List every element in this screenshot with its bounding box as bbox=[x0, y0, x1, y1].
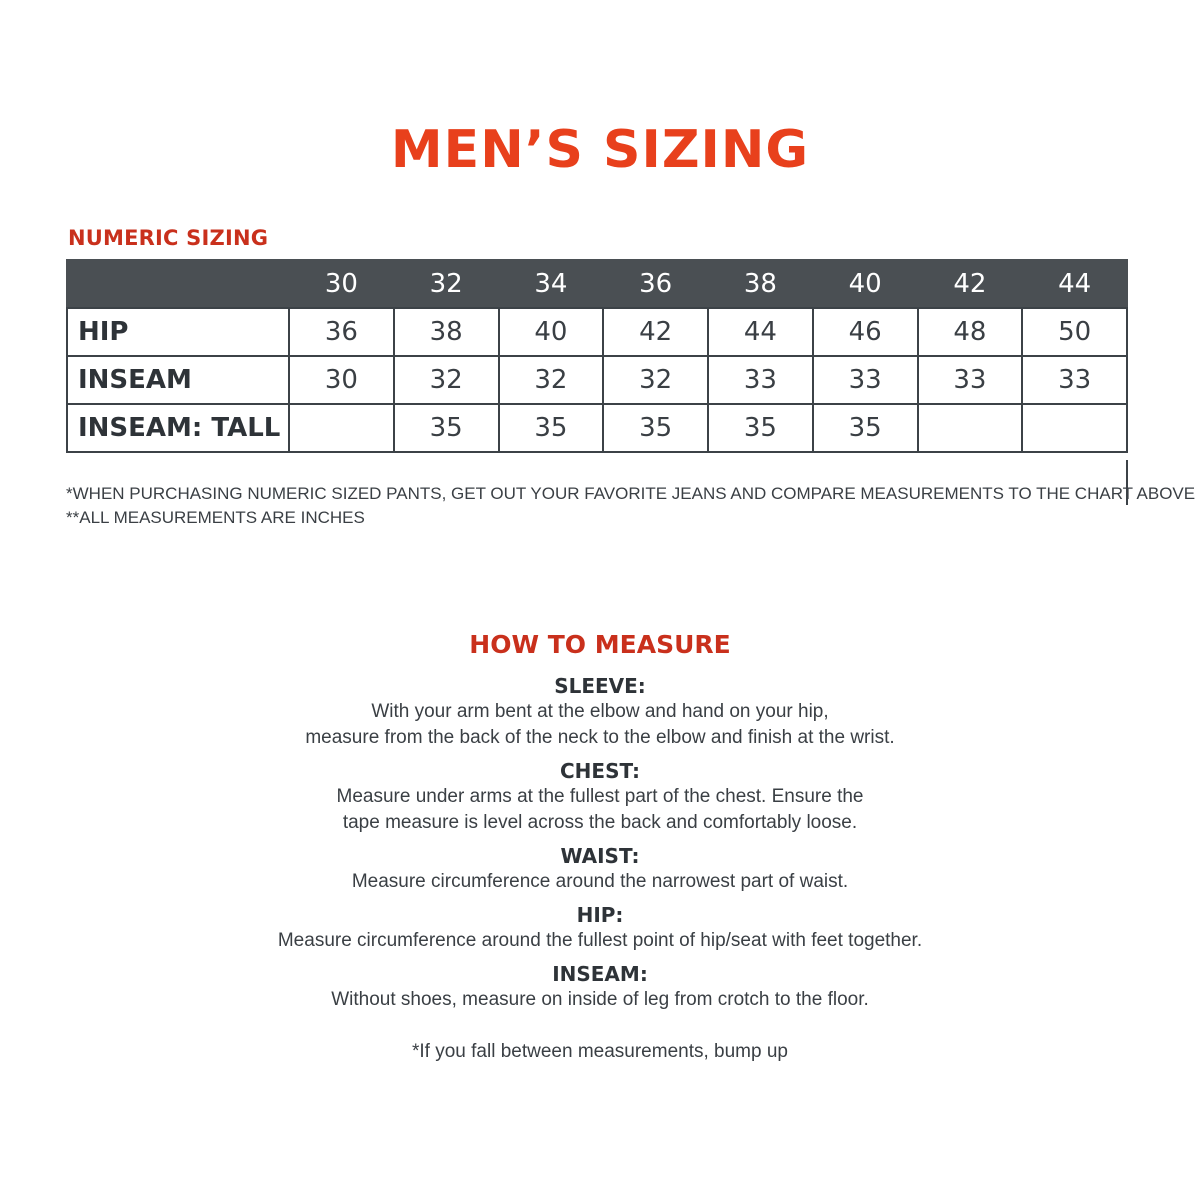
measure-item-text: Without shoes, measure on inside of leg from crotch to the floor. bbox=[331, 989, 869, 1010]
size-header-row bbox=[67, 260, 1127, 308]
size-header-cell: 34 bbox=[499, 260, 604, 308]
row-label: HIP bbox=[67, 308, 289, 356]
table-cell bbox=[289, 404, 394, 452]
table-row-inseam-tall bbox=[67, 404, 1127, 452]
sizing-notes bbox=[66, 482, 1196, 530]
measure-item-sleeve bbox=[0, 674, 1200, 751]
numeric-sizing-table bbox=[66, 259, 1128, 453]
size-header-cell: 36 bbox=[603, 260, 708, 308]
table-cell: 46 bbox=[813, 308, 918, 356]
row-label: INSEAM: TALL bbox=[67, 404, 289, 452]
size-header-cell: 42 bbox=[918, 260, 1023, 308]
table-cell: 35 bbox=[708, 404, 813, 452]
table-cell: 35 bbox=[394, 404, 499, 452]
size-header-cell: 32 bbox=[394, 260, 499, 308]
measure-item-title: HIP: bbox=[576, 903, 624, 927]
measure-item-text: measure from the back of the neck to the elbow and finish at the wrist. bbox=[305, 727, 895, 748]
measure-item-hip bbox=[0, 903, 1200, 954]
measure-item-title: SLEEVE: bbox=[554, 674, 646, 698]
how-to-measure-heading: HOW TO MEASURE bbox=[469, 630, 731, 659]
size-header-cell: 30 bbox=[289, 260, 394, 308]
measure-item-title: CHEST: bbox=[559, 759, 641, 783]
table-cell bbox=[1022, 404, 1127, 452]
table-cell: 35 bbox=[499, 404, 604, 452]
table-row-hip bbox=[67, 308, 1127, 356]
table-cell: 33 bbox=[918, 356, 1023, 404]
measure-item-waist bbox=[0, 844, 1200, 895]
measure-footnote: *If you fall between measurements, bump up bbox=[412, 1041, 788, 1062]
table-cell: 38 bbox=[394, 308, 499, 356]
table-cell: 40 bbox=[499, 308, 604, 356]
size-header-cell: 40 bbox=[813, 260, 918, 308]
measure-item-text: With your arm bent at the elbow and hand on your hip, bbox=[371, 701, 829, 722]
table-cell: 50 bbox=[1022, 308, 1127, 356]
measure-item-title: WAIST: bbox=[560, 844, 640, 868]
table-cell: 32 bbox=[603, 356, 708, 404]
table-cell: 35 bbox=[603, 404, 708, 452]
table-cell bbox=[918, 404, 1023, 452]
page-title: MEN’S SIZING bbox=[390, 120, 810, 180]
sizing-note: **ALL MEASUREMENTS ARE INCHES bbox=[66, 508, 365, 527]
table-cell: 33 bbox=[813, 356, 918, 404]
measure-item-text: Measure under arms at the fullest part of the chest. Ensure the bbox=[336, 786, 864, 807]
header-corner-cell bbox=[67, 260, 289, 308]
size-header-cell: 44 bbox=[1022, 260, 1127, 308]
table-cell: 33 bbox=[1022, 356, 1127, 404]
table-cell: 36 bbox=[289, 308, 394, 356]
table-cell: 42 bbox=[603, 308, 708, 356]
table-cell: 35 bbox=[813, 404, 918, 452]
measure-item-chest bbox=[0, 759, 1200, 836]
table-cell: 44 bbox=[708, 308, 813, 356]
measure-item-title: INSEAM: bbox=[552, 962, 648, 986]
table-row-inseam bbox=[67, 356, 1127, 404]
measure-item-inseam bbox=[0, 962, 1200, 1013]
size-header-cell: 38 bbox=[708, 260, 813, 308]
sizing-note: *WHEN PURCHASING NUMERIC SIZED PANTS, GET OUT YOUR FAVORITE JEANS AND COMPARE MEASUREMENTS TO THE CHART ABOVE bbox=[66, 484, 1196, 503]
measure-item-text: tape measure is level across the back and comfortably loose. bbox=[342, 812, 858, 833]
table-cell: 30 bbox=[289, 356, 394, 404]
measure-item-text: Measure circumference around the fullest point of hip/seat with feet together. bbox=[277, 930, 923, 951]
table-cell: 48 bbox=[918, 308, 1023, 356]
table-cell: 32 bbox=[499, 356, 604, 404]
measure-item-text: Measure circumference around the narrowest part of waist. bbox=[351, 871, 849, 892]
table-cell: 33 bbox=[708, 356, 813, 404]
numeric-sizing-heading: NUMERIC SIZING bbox=[68, 226, 269, 250]
how-to-measure-section bbox=[0, 628, 1200, 1065]
table-cell: 32 bbox=[394, 356, 499, 404]
row-label: INSEAM bbox=[67, 356, 289, 404]
